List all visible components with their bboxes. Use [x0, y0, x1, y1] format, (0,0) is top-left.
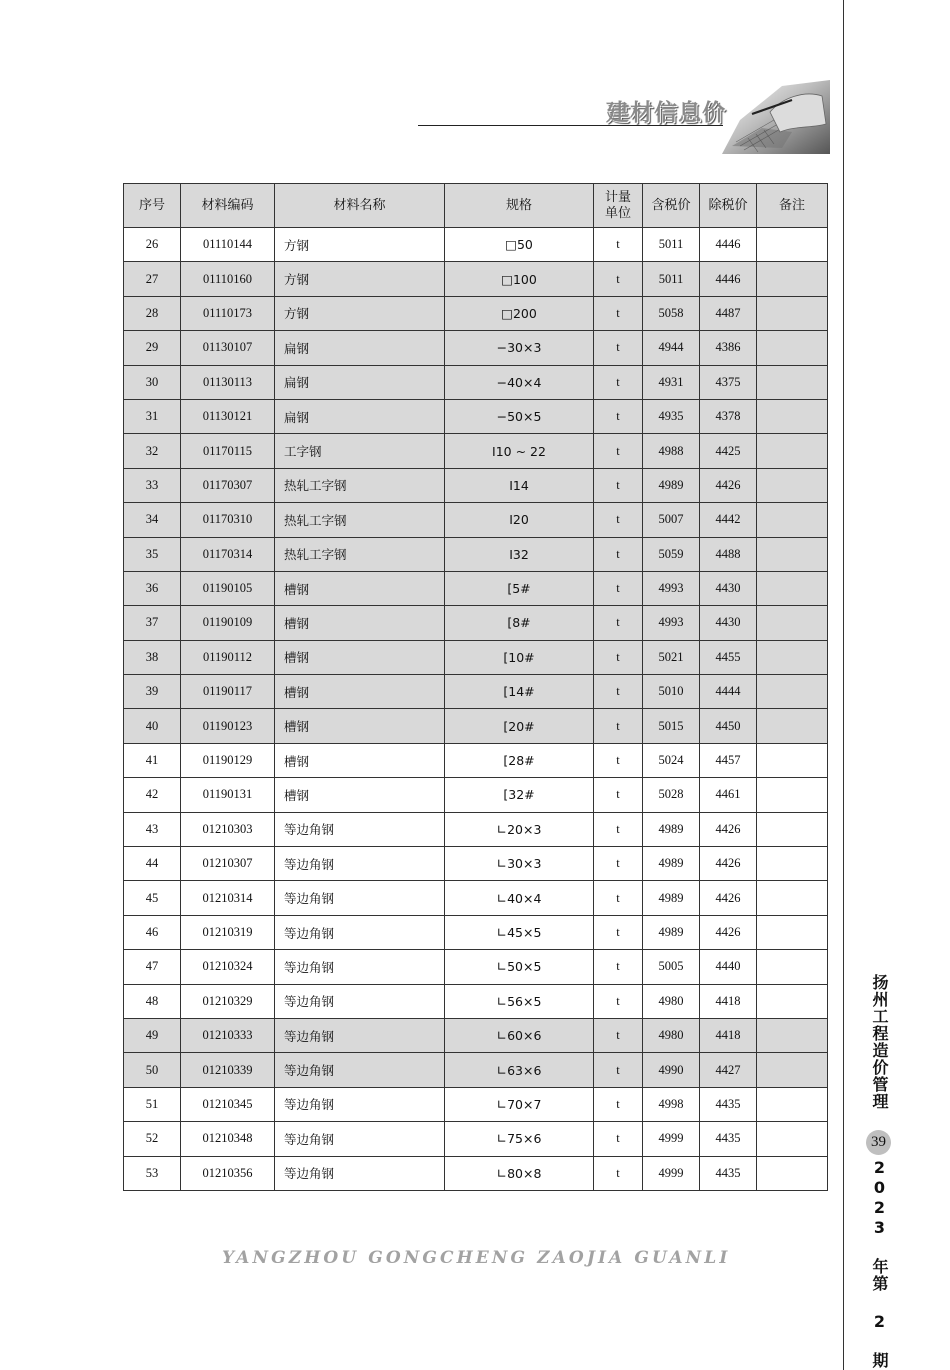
cell-spec: ∟45×5: [445, 915, 594, 949]
cell-spec: I32: [445, 537, 594, 571]
cell-unit: t: [594, 571, 643, 605]
page-number-badge: 39: [866, 1130, 891, 1155]
table-row: [124, 950, 828, 984]
cell-code: 01210324: [181, 950, 275, 984]
col-header-name: 材料名称: [275, 184, 445, 228]
table-row: [124, 331, 828, 365]
cell-note: [757, 228, 828, 262]
cell-no: 43: [124, 812, 181, 846]
cell-no: 27: [124, 262, 181, 296]
cell-note: [757, 365, 828, 399]
cell-code: 01190129: [181, 743, 275, 777]
cell-spec: [28#: [445, 743, 594, 777]
cell-tax-excl: 4430: [700, 606, 757, 640]
cell-tax-excl: 4386: [700, 331, 757, 365]
cell-tax-incl: 5021: [643, 640, 700, 674]
cell-tax-excl: 4457: [700, 743, 757, 777]
cell-tax-excl: 4430: [700, 571, 757, 605]
cell-unit: t: [594, 778, 643, 812]
cell-note: [757, 915, 828, 949]
cell-no: 47: [124, 950, 181, 984]
cell-tax-incl: 4998: [643, 1087, 700, 1121]
cell-tax-excl: 4461: [700, 778, 757, 812]
cell-no: 44: [124, 847, 181, 881]
cell-spec: ∟50×5: [445, 950, 594, 984]
cell-name: 等边角钢: [275, 984, 445, 1018]
cell-note: [757, 812, 828, 846]
cell-unit: t: [594, 984, 643, 1018]
cell-spec: ∟60×6: [445, 1018, 594, 1052]
cell-note: [757, 503, 828, 537]
cell-note: [757, 399, 828, 433]
cell-code: 01210307: [181, 847, 275, 881]
cell-unit: t: [594, 365, 643, 399]
cell-no: 30: [124, 365, 181, 399]
cell-tax-excl: 4450: [700, 709, 757, 743]
cell-tax-incl: 5007: [643, 503, 700, 537]
cell-tax-excl: 4444: [700, 675, 757, 709]
cell-no: 33: [124, 468, 181, 502]
table-row: [124, 709, 828, 743]
cell-no: 35: [124, 537, 181, 571]
cell-tax-excl: 4426: [700, 812, 757, 846]
cell-tax-incl: 4989: [643, 881, 700, 915]
cell-note: [757, 1087, 828, 1121]
cell-spec: ∟56×5: [445, 984, 594, 1018]
cell-name: 槽钢: [275, 571, 445, 605]
cell-no: 38: [124, 640, 181, 674]
cell-unit: t: [594, 537, 643, 571]
cell-tax-incl: 5005: [643, 950, 700, 984]
cell-spec: I20: [445, 503, 594, 537]
cell-code: 01170310: [181, 503, 275, 537]
cell-no: 49: [124, 1018, 181, 1052]
cell-spec: □100: [445, 262, 594, 296]
cell-name: 等边角钢: [275, 1122, 445, 1156]
cell-name: 扁钢: [275, 399, 445, 433]
cell-spec: −50×5: [445, 399, 594, 433]
table-row: [124, 537, 828, 571]
cell-code: 01130121: [181, 399, 275, 433]
table-row: [124, 1053, 828, 1087]
cell-no: 50: [124, 1053, 181, 1087]
cell-no: 45: [124, 881, 181, 915]
cell-spec: [32#: [445, 778, 594, 812]
cell-no: 32: [124, 434, 181, 468]
cell-no: 28: [124, 296, 181, 330]
cell-no: 51: [124, 1087, 181, 1121]
cell-tax-excl: 4446: [700, 262, 757, 296]
table-row: [124, 778, 828, 812]
cell-no: 36: [124, 571, 181, 605]
table-body: [124, 228, 828, 1191]
cell-note: [757, 296, 828, 330]
cell-tax-incl: 4993: [643, 571, 700, 605]
cell-note: [757, 331, 828, 365]
cell-tax-incl: 5059: [643, 537, 700, 571]
cell-tax-incl: 4999: [643, 1122, 700, 1156]
cell-code: 01170307: [181, 468, 275, 502]
cell-tax-excl: 4418: [700, 1018, 757, 1052]
cell-name: 方钢: [275, 262, 445, 296]
cell-note: [757, 881, 828, 915]
cell-code: 01190117: [181, 675, 275, 709]
table-row: [124, 847, 828, 881]
cell-code: 01210319: [181, 915, 275, 949]
cell-note: [757, 743, 828, 777]
cell-unit: t: [594, 709, 643, 743]
cell-tax-excl: 4487: [700, 296, 757, 330]
cell-name: 工字钢: [275, 434, 445, 468]
cell-spec: ∟70×7: [445, 1087, 594, 1121]
cell-name: 等边角钢: [275, 881, 445, 915]
cell-tax-incl: 5024: [643, 743, 700, 777]
cell-code: 01190112: [181, 640, 275, 674]
cell-spec: [20#: [445, 709, 594, 743]
cell-tax-incl: 4988: [643, 434, 700, 468]
table-row: [124, 640, 828, 674]
cell-unit: t: [594, 434, 643, 468]
margin-rule: [843, 0, 844, 1370]
table-row: [124, 399, 828, 433]
cell-tax-excl: 4455: [700, 640, 757, 674]
cell-code: 01210339: [181, 1053, 275, 1087]
table-row: [124, 984, 828, 1018]
cell-tax-excl: 4442: [700, 503, 757, 537]
cell-note: [757, 950, 828, 984]
table-row: [124, 365, 828, 399]
cell-tax-excl: 4435: [700, 1087, 757, 1121]
cell-note: [757, 1018, 828, 1052]
cell-code: 01210345: [181, 1087, 275, 1121]
cell-spec: I10 ~ 22: [445, 434, 594, 468]
cell-tax-excl: 4440: [700, 950, 757, 984]
table-row: [124, 606, 828, 640]
cell-unit: t: [594, 675, 643, 709]
cell-code: 01210356: [181, 1156, 275, 1190]
cell-code: 01170115: [181, 434, 275, 468]
cell-note: [757, 847, 828, 881]
table-row: [124, 812, 828, 846]
cell-note: [757, 1053, 828, 1087]
cell-note: [757, 984, 828, 1018]
cell-name: 槽钢: [275, 743, 445, 777]
cell-note: [757, 1122, 828, 1156]
cell-tax-incl: 4980: [643, 1018, 700, 1052]
cell-note: [757, 262, 828, 296]
cell-tax-incl: 4993: [643, 606, 700, 640]
cell-name: 等边角钢: [275, 1018, 445, 1052]
cell-tax-incl: 5015: [643, 709, 700, 743]
hand-writing-photo-icon: [722, 80, 830, 154]
cell-unit: t: [594, 228, 643, 262]
col-header-tax-excl: 除税价: [700, 184, 757, 228]
cell-spec: □50: [445, 228, 594, 262]
cell-tax-incl: 4935: [643, 399, 700, 433]
cell-unit: t: [594, 262, 643, 296]
cell-name: 等边角钢: [275, 812, 445, 846]
cell-unit: t: [594, 743, 643, 777]
cell-code: 01110144: [181, 228, 275, 262]
table-row: [124, 503, 828, 537]
cell-tax-excl: 4426: [700, 468, 757, 502]
cell-tax-incl: 4990: [643, 1053, 700, 1087]
cell-unit: t: [594, 847, 643, 881]
cell-note: [757, 434, 828, 468]
cell-no: 52: [124, 1122, 181, 1156]
cell-code: 01110160: [181, 262, 275, 296]
table-row: [124, 881, 828, 915]
table-row: [124, 228, 828, 262]
cell-no: 37: [124, 606, 181, 640]
cell-spec: −30×3: [445, 331, 594, 365]
cell-tax-incl: 4999: [643, 1156, 700, 1190]
cell-name: 槽钢: [275, 778, 445, 812]
cell-code: 01210348: [181, 1122, 275, 1156]
cell-no: 39: [124, 675, 181, 709]
cell-tax-excl: 4418: [700, 984, 757, 1018]
cell-spec: ∟80×8: [445, 1156, 594, 1190]
cell-name: 槽钢: [275, 606, 445, 640]
cell-tax-incl: 4989: [643, 812, 700, 846]
cell-spec: −40×4: [445, 365, 594, 399]
cell-name: 扁钢: [275, 331, 445, 365]
cell-code: 01170314: [181, 537, 275, 571]
cell-unit: t: [594, 503, 643, 537]
cell-tax-incl: 4931: [643, 365, 700, 399]
cell-tax-incl: 4944: [643, 331, 700, 365]
cell-unit: t: [594, 468, 643, 502]
cell-no: 34: [124, 503, 181, 537]
cell-tax-incl: 5011: [643, 228, 700, 262]
cell-no: 41: [124, 743, 181, 777]
cell-tax-incl: 5058: [643, 296, 700, 330]
cell-name: 方钢: [275, 228, 445, 262]
col-header-note: 备注: [757, 184, 828, 228]
cell-tax-excl: 4426: [700, 915, 757, 949]
cell-tax-excl: 4425: [700, 434, 757, 468]
col-header-code: 材料编码: [181, 184, 275, 228]
cell-unit: t: [594, 1156, 643, 1190]
table-row: [124, 915, 828, 949]
cell-spec: [10#: [445, 640, 594, 674]
cell-tax-excl: 4435: [700, 1156, 757, 1190]
cell-no: 53: [124, 1156, 181, 1190]
cell-tax-incl: 4989: [643, 915, 700, 949]
cell-name: 等边角钢: [275, 847, 445, 881]
cell-name: 等边角钢: [275, 915, 445, 949]
table-row: [124, 1018, 828, 1052]
cell-tax-excl: 4435: [700, 1122, 757, 1156]
table-row: [124, 675, 828, 709]
cell-name: 热轧工字钢: [275, 537, 445, 571]
cell-unit: t: [594, 1087, 643, 1121]
table-row: [124, 1087, 828, 1121]
cell-spec: ∟75×6: [445, 1122, 594, 1156]
cell-tax-incl: 4989: [643, 847, 700, 881]
cell-code: 01130107: [181, 331, 275, 365]
cell-unit: t: [594, 1053, 643, 1087]
cell-code: 01130113: [181, 365, 275, 399]
cell-no: 31: [124, 399, 181, 433]
cell-tax-incl: 5011: [643, 262, 700, 296]
cell-tax-incl: 5010: [643, 675, 700, 709]
cell-unit: t: [594, 331, 643, 365]
cell-tax-excl: 4426: [700, 847, 757, 881]
cell-unit: t: [594, 399, 643, 433]
cell-no: 46: [124, 915, 181, 949]
cell-unit: t: [594, 881, 643, 915]
cell-no: 26: [124, 228, 181, 262]
cell-tax-excl: 4378: [700, 399, 757, 433]
cell-spec: ∟20×3: [445, 812, 594, 846]
col-header-spec: 规格: [445, 184, 594, 228]
cell-note: [757, 537, 828, 571]
cell-spec: ∟30×3: [445, 847, 594, 881]
issue-vertical: 2023 年第 2 期: [870, 1158, 889, 1369]
cell-tax-excl: 4375: [700, 365, 757, 399]
footer-running-title: YANGZHOU GONGCHENG ZAOJIA GUANLI: [222, 1248, 731, 1268]
table-header-row: [124, 184, 828, 228]
cell-code: 01190105: [181, 571, 275, 605]
cell-name: 等边角钢: [275, 1087, 445, 1121]
cell-note: [757, 1156, 828, 1190]
cell-tax-excl: 4488: [700, 537, 757, 571]
cell-note: [757, 468, 828, 502]
cell-code: 01210333: [181, 1018, 275, 1052]
col-header-unit: [594, 184, 643, 228]
section-title: 建材信息价: [606, 100, 726, 126]
cell-code: 01190109: [181, 606, 275, 640]
cell-no: 48: [124, 984, 181, 1018]
cell-note: [757, 709, 828, 743]
table-row: [124, 468, 828, 502]
cell-name: 热轧工字钢: [275, 468, 445, 502]
cell-spec: [5#: [445, 571, 594, 605]
cell-code: 01190123: [181, 709, 275, 743]
cell-unit: t: [594, 296, 643, 330]
cell-name: 扁钢: [275, 365, 445, 399]
cell-name: 槽钢: [275, 675, 445, 709]
cell-note: [757, 675, 828, 709]
cell-name: 等边角钢: [275, 1156, 445, 1190]
col-header-tax-incl: 含税价: [643, 184, 700, 228]
table-row: [124, 743, 828, 777]
cell-name: 槽钢: [275, 709, 445, 743]
cell-name: 等边角钢: [275, 950, 445, 984]
cell-code: 01110173: [181, 296, 275, 330]
cell-tax-incl: 4980: [643, 984, 700, 1018]
cell-code: 01190131: [181, 778, 275, 812]
cell-unit: t: [594, 915, 643, 949]
table-row: [124, 571, 828, 605]
cell-tax-excl: 4446: [700, 228, 757, 262]
header-divider: [418, 125, 723, 126]
cell-code: 01210329: [181, 984, 275, 1018]
cell-note: [757, 640, 828, 674]
cell-unit: t: [594, 1018, 643, 1052]
cell-spec: [14#: [445, 675, 594, 709]
col-header-unit-label: 计量单位: [604, 189, 631, 221]
cell-note: [757, 778, 828, 812]
cell-unit: t: [594, 950, 643, 984]
cell-name: 槽钢: [275, 640, 445, 674]
table-row: [124, 1156, 828, 1190]
cell-name: 等边角钢: [275, 1053, 445, 1087]
cell-note: [757, 571, 828, 605]
cell-code: 01210314: [181, 881, 275, 915]
cell-no: 42: [124, 778, 181, 812]
cell-spec: [8#: [445, 606, 594, 640]
cell-spec: I14: [445, 468, 594, 502]
table-row: [124, 1122, 828, 1156]
cell-name: 方钢: [275, 296, 445, 330]
cell-tax-excl: 4427: [700, 1053, 757, 1087]
cell-name: 热轧工字钢: [275, 503, 445, 537]
col-header-no: 序号: [124, 184, 181, 228]
cell-note: [757, 606, 828, 640]
cell-no: 29: [124, 331, 181, 365]
cell-code: 01210303: [181, 812, 275, 846]
cell-unit: t: [594, 606, 643, 640]
cell-unit: t: [594, 1122, 643, 1156]
price-table: [123, 183, 828, 1191]
cell-tax-excl: 4426: [700, 881, 757, 915]
journal-name-vertical: 扬州工程造价管理: [870, 974, 889, 1110]
cell-spec: ∟63×6: [445, 1053, 594, 1087]
table-row: [124, 434, 828, 468]
cell-unit: t: [594, 812, 643, 846]
table-row: [124, 262, 828, 296]
cell-spec: □200: [445, 296, 594, 330]
cell-unit: t: [594, 640, 643, 674]
table-row: [124, 296, 828, 330]
cell-tax-incl: 5028: [643, 778, 700, 812]
cell-no: 40: [124, 709, 181, 743]
cell-tax-incl: 4989: [643, 468, 700, 502]
cell-spec: ∟40×4: [445, 881, 594, 915]
